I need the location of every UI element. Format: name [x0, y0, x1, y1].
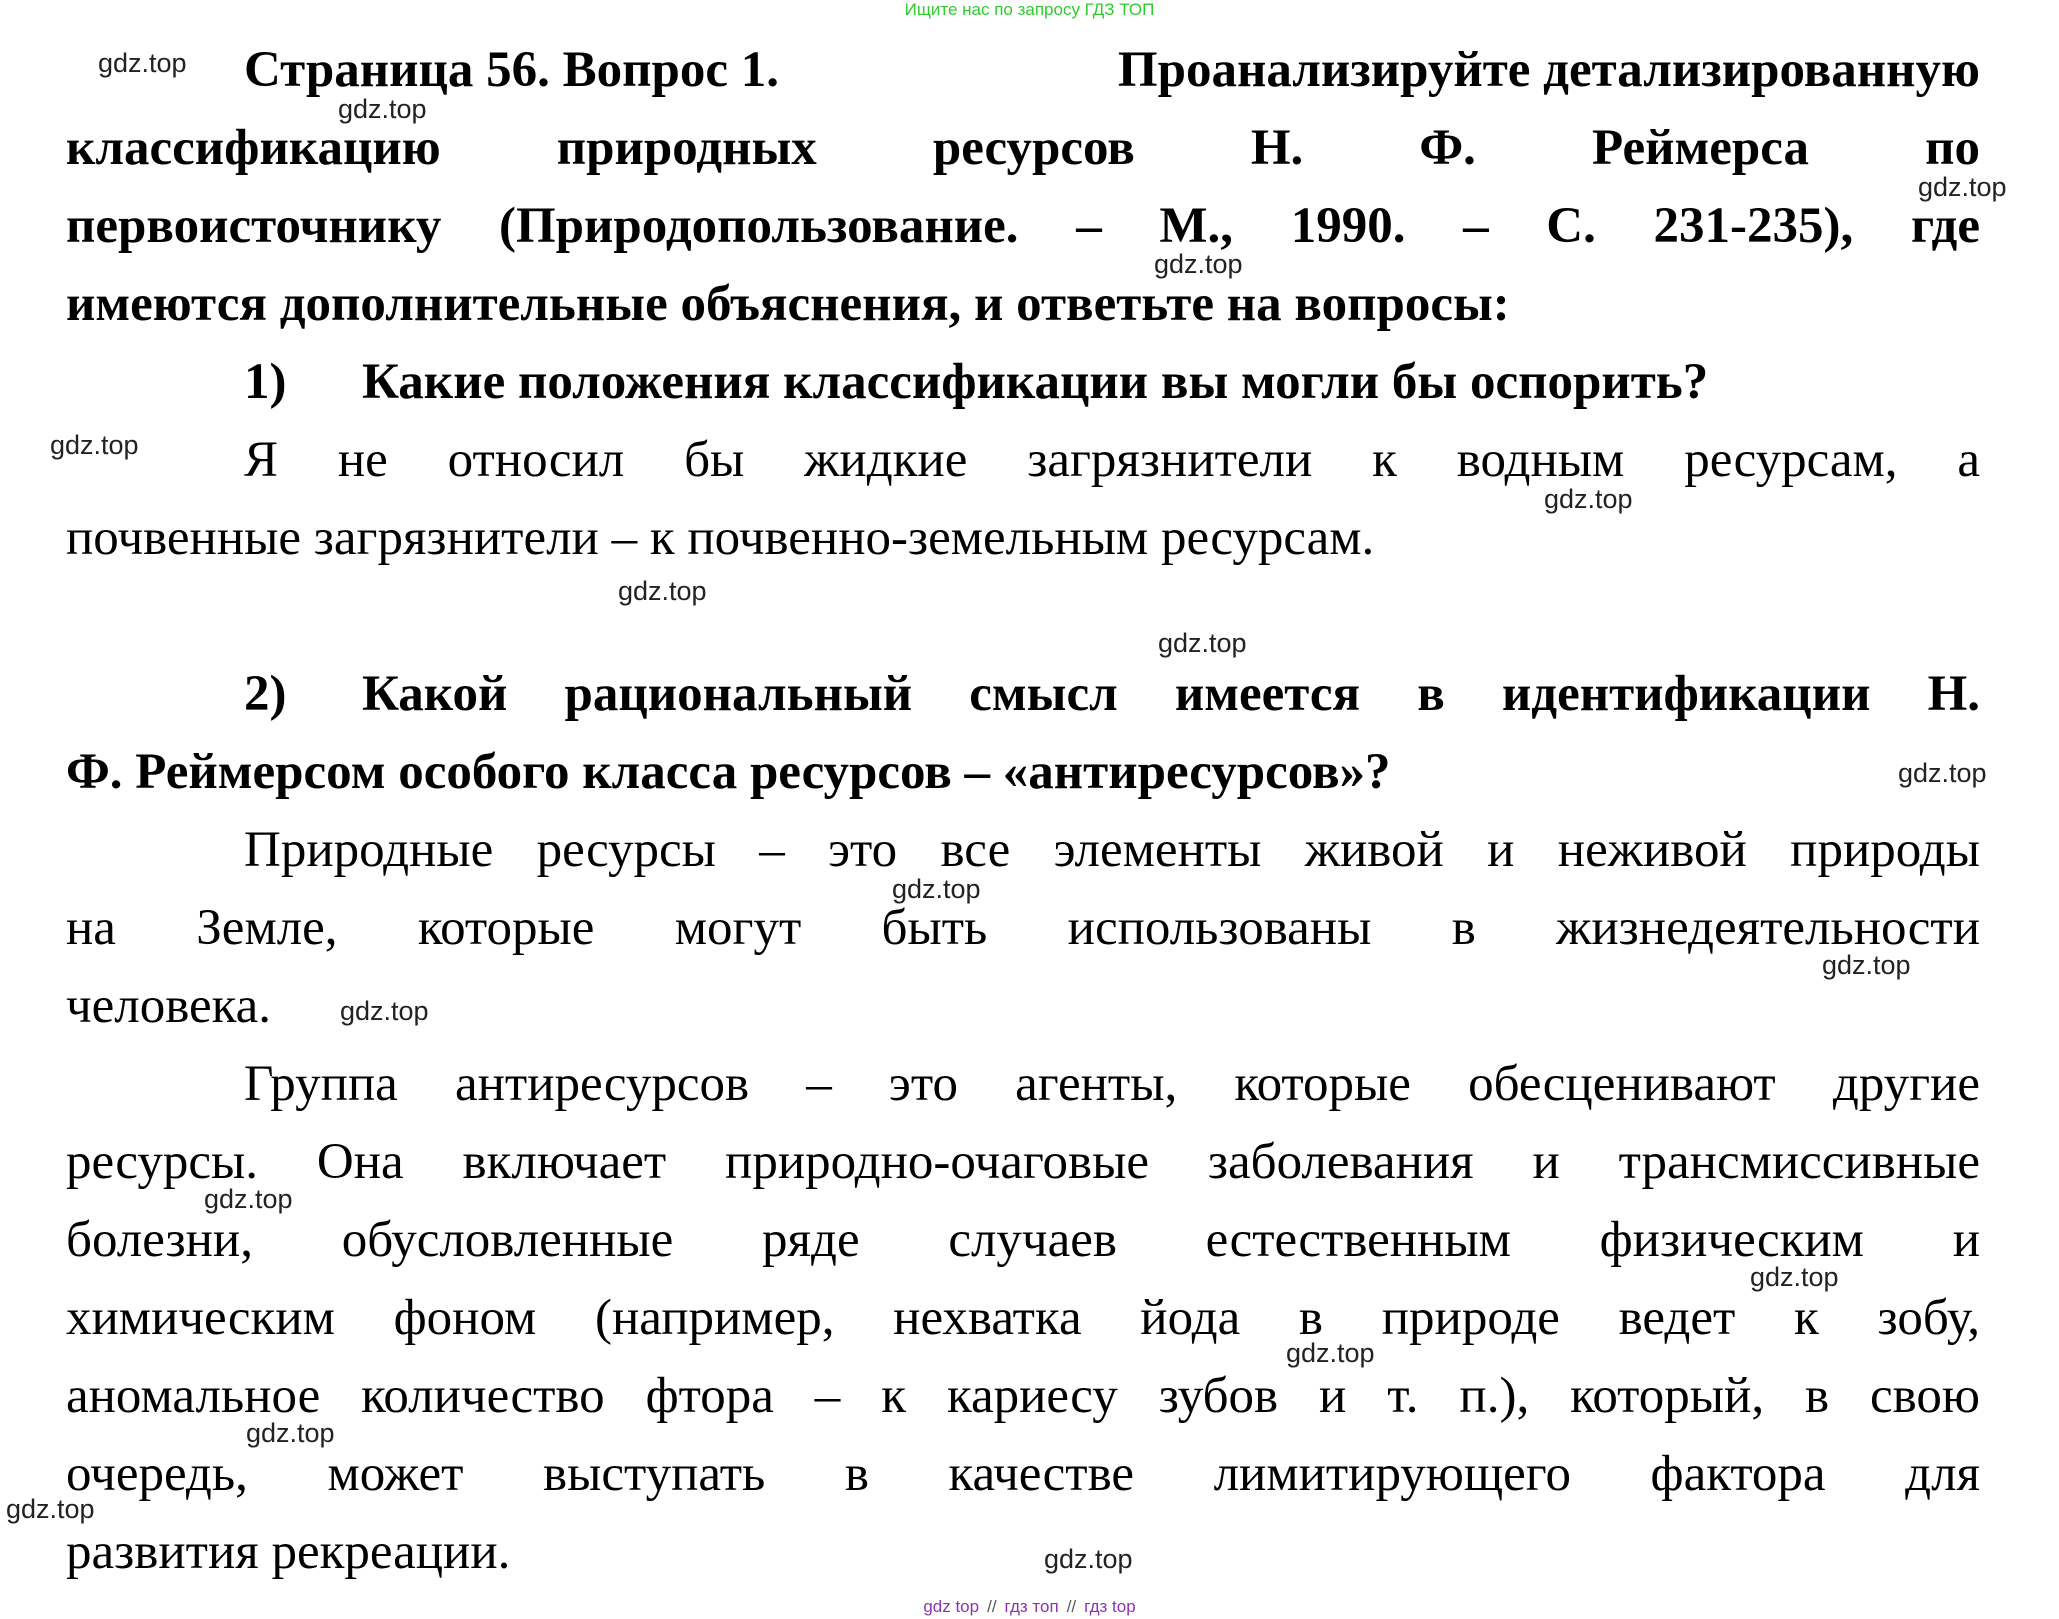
- footer-link-gdz-top[interactable]: gdz top: [923, 1597, 980, 1616]
- question-title-cont: Проанализируйте детализированную: [1117, 42, 1980, 98]
- answer-2-line: очередь, может выступать в качестве лимитирующего фактора для: [66, 1446, 1980, 1502]
- watermark: gdz.top: [1918, 172, 2007, 202]
- header-note: Ищите нас по запросу ГДЗ ТОП: [904, 0, 1155, 19]
- question-title: Страница 56. Вопрос 1.: [244, 42, 780, 98]
- subquestion-2-text: Ф. Реймерсом особого класса ресурсов – «антиресурсов»?: [66, 744, 1391, 800]
- watermark: gdz.top: [892, 874, 981, 904]
- watermark: gdz.top: [50, 430, 139, 460]
- watermark: gdz.top: [1158, 628, 1247, 658]
- watermark: gdz.top: [1544, 484, 1633, 514]
- subquestion-1-number: 1): [244, 354, 287, 410]
- answer-2-line: ресурсы. Она включает природно-очаговые заболевания и трансмиссивные: [66, 1134, 1980, 1190]
- watermark: gdz.top: [338, 94, 427, 124]
- answer-1-line: Я не относил бы жидкие загрязнители к водным ресурсам, а: [244, 432, 1980, 488]
- watermark: gdz.top: [1154, 249, 1243, 279]
- answer-2-line: развития рекреации.: [66, 1524, 511, 1580]
- footer-links: [0, 1597, 2059, 1617]
- watermark: gdz.top: [204, 1184, 293, 1214]
- watermark: gdz.top: [1044, 1544, 1133, 1574]
- answer-2-line: болезни, обусловленные ряде случаев естественным физическим и: [66, 1212, 1980, 1268]
- watermark: gdz.top: [246, 1418, 335, 1448]
- answer-2-line: аномальное количество фтора – к кариесу зубов и т. п.), который, в свою: [66, 1368, 1980, 1424]
- footer-separator: //: [1066, 1597, 1077, 1616]
- answer-2-line: Природные ресурсы – это все элементы живой и неживой природы: [244, 822, 1980, 878]
- answer-2-line: на Земле, которые могут быть использованы в жизнедеятельности: [66, 900, 1980, 956]
- answer-2-line: химическим фоном (например, нехватка йода в природе ведет к зобу,: [66, 1290, 1980, 1346]
- footer-link-gdz-top-mixed[interactable]: гдз top: [1084, 1597, 1136, 1616]
- question-text-line: первоисточнику (Природопользование. – М., 1990. – С. 231-235), где: [66, 198, 1980, 254]
- question-text-line: имеются дополнительные объяснения, и ответьте на вопросы:: [66, 276, 1510, 332]
- watermark: gdz.top: [1750, 1262, 1839, 1292]
- answer-1-line: почвенные загрязнители – к почвенно-земельным ресурсам.: [66, 510, 1375, 566]
- answer-2-line: Группа антиресурсов – это агенты, которые обесценивают другие: [244, 1056, 1980, 1112]
- watermark: gdz.top: [6, 1494, 95, 1524]
- watermark: gdz.top: [340, 996, 429, 1026]
- footer-separator: //: [987, 1597, 997, 1616]
- question-text-line: классификацию природных ресурсов Н. Ф. Реймерса по: [66, 120, 1980, 176]
- watermark: gdz.top: [618, 576, 707, 606]
- answer-2-line: человека.: [66, 978, 272, 1034]
- watermark: gdz.top: [1822, 950, 1911, 980]
- subquestion-2-text: Какой рациональный смысл имеется в идентификации Н.: [362, 666, 1980, 722]
- subquestion-1-text: Какие положения классификации вы могли бы оспорить?: [362, 354, 1709, 410]
- subquestion-2-number: 2): [244, 666, 287, 722]
- watermark: gdz.top: [1898, 758, 1987, 788]
- watermark: gdz.top: [1286, 1338, 1375, 1368]
- watermark: gdz.top: [98, 48, 187, 78]
- footer-link-gdz-top-ru[interactable]: гдз топ: [1004, 1597, 1059, 1616]
